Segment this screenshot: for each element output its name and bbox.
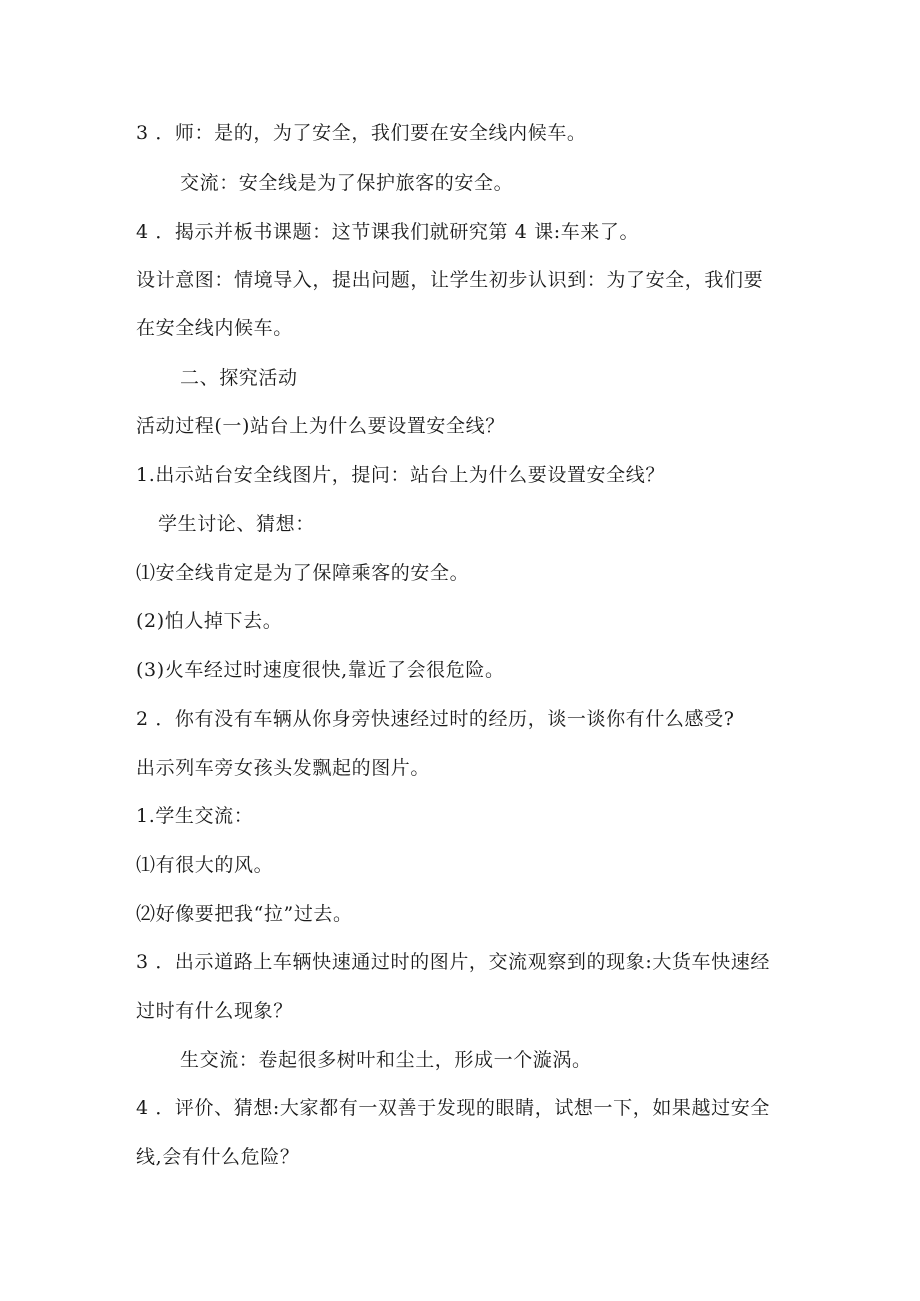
- paragraph-line: 交流：安全线是为了保护旅客的安全。: [180, 172, 514, 194]
- list-item: (3)火车经过时速度很快,靠近了会很危险。: [136, 659, 505, 681]
- paragraph-line: 线,会有什么危险？: [136, 1146, 300, 1168]
- paragraph-line: 1.出示站台安全线图片，提问：站台上为什么要设置安全线？: [136, 464, 665, 486]
- paragraph-line: 1.学生交流：: [136, 805, 254, 827]
- paragraph-line: 过时有什么现象？: [136, 1000, 293, 1022]
- list-item: ⑵好像要把我“拉”过去。: [136, 903, 353, 925]
- paragraph-line: 在安全线内候车。: [136, 317, 293, 339]
- list-item: (2)怕人掉下去。: [136, 610, 283, 632]
- section-heading: 二、探究活动: [180, 367, 298, 389]
- paragraph-line: 学生讨论、猜想：: [158, 513, 315, 535]
- paragraph-line: 3 ．出示道路上车辆快速通过时的图片，交流观察到的现象:大货车快速经: [136, 951, 770, 973]
- list-item: ⑴有很大的风。: [136, 854, 274, 876]
- paragraph-line: 4 ．揭示并板书课题：这节课我们就研究第 4 课:车来了。: [136, 221, 640, 243]
- paragraph-line: 2 ．你有没有车辆从你身旁快速经过时的经历，谈一谈你有什么感受?: [136, 708, 735, 730]
- paragraph-line: 设计意图：情境导入，提出问题，让学生初步认识到：为了安全，我们要: [136, 269, 764, 291]
- paragraph-line: 生交流：卷起很多树叶和尘土，形成一个漩涡。: [180, 1049, 592, 1071]
- paragraph-line: 出示列车旁女孩头发飘起的图片。: [136, 757, 431, 779]
- paragraph-line: 活动过程(一)站台上为什么要设置安全线？: [136, 415, 505, 437]
- paragraph-line: 3 ．师：是的，为了安全，我们要在安全线内候车。: [136, 122, 587, 144]
- list-item: ⑴安全线肯定是为了保障乘客的安全。: [136, 562, 470, 584]
- paragraph-line: 4 ．评价、猜想:大家都有一双善于发现的眼睛，试想一下，如果越过安全: [136, 1097, 770, 1119]
